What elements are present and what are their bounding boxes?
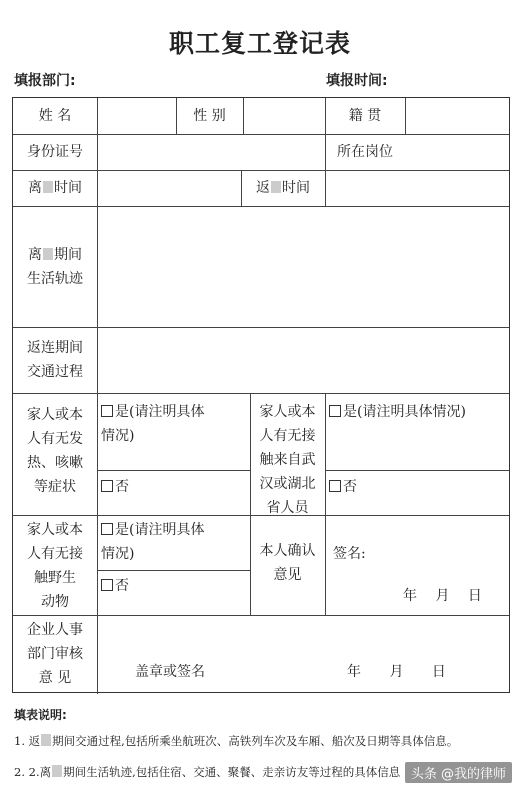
hubei-yes-option[interactable]: 是(请注明具体情况) — [329, 400, 507, 424]
transport-label: 返连期间 交通过程 — [27, 340, 83, 380]
symptom-yes-option[interactable]: 是(请注明具体 情况) — [101, 404, 205, 444]
trajectory-field[interactable] — [99, 208, 507, 325]
watermark: 头条 @我的律师 — [405, 762, 512, 783]
hr-review-label: 企业人事 部门审核 意 见 — [27, 622, 83, 686]
checkbox[interactable] — [101, 579, 113, 591]
signature-date: 年 月 日 — [403, 588, 482, 604]
checkbox[interactable] — [101, 523, 113, 535]
origin-label: 籍 贯 — [348, 108, 382, 124]
id-number-field[interactable] — [99, 135, 323, 169]
wildlife-no-option[interactable]: 否 — [101, 574, 249, 598]
symptom-no-option[interactable]: 否 — [101, 475, 249, 499]
return-time-field[interactable] — [327, 171, 507, 205]
note-2: 2. 2.离 期间生活轨迹,包括住宿、交通、聚餐、走亲访友等过程的具体信息 — [14, 765, 401, 779]
leave-time-field[interactable] — [99, 171, 239, 205]
fill-time-label: 填报时间: — [326, 73, 388, 89]
name-label: 姓 名 — [38, 108, 72, 124]
transport-field[interactable] — [99, 329, 507, 391]
symptom-label: 家人或本 人有无发 热、咳嗽 等症状 — [27, 407, 83, 495]
dept-label: 填报部门: — [14, 73, 76, 89]
checkbox[interactable] — [329, 405, 341, 417]
hubei-contact-label: 家人或本 人有无接 触来自武 汉或湖北 省人员 — [259, 404, 316, 516]
checkbox[interactable] — [101, 480, 113, 492]
name-field[interactable] — [99, 99, 175, 133]
checkbox[interactable] — [329, 480, 341, 492]
gender-field[interactable] — [245, 99, 323, 133]
wildlife-yes-option[interactable]: 是(请注明具体 情况) — [101, 522, 205, 562]
post-field[interactable] — [407, 135, 507, 169]
registration-table — [12, 97, 510, 693]
checkbox[interactable] — [101, 405, 113, 417]
signature-label[interactable]: 签名: — [333, 546, 366, 562]
form-title: 职工复工登记表 — [168, 29, 351, 58]
leave-time-label: 离 时间 — [28, 180, 82, 196]
id-number-label: 身份证号 — [27, 144, 83, 160]
hr-date: 年 月 日 — [347, 664, 446, 680]
note-1: 1. 返 期间交通过程,包括所乘坐航班次、高铁列车次及车厢、船次及日期等具体信息。 — [14, 734, 459, 748]
notes-title: 填表说明: — [14, 708, 67, 722]
wildlife-label: 家人或本 人有无接 触野生 动物 — [27, 522, 83, 610]
confirm-label: 本人确认 意见 — [259, 543, 316, 583]
gender-label: 性 别 — [193, 108, 226, 124]
return-time-label: 返 时间 — [256, 180, 310, 196]
stamp-label[interactable]: 盖章或签名 — [135, 664, 205, 680]
origin-field[interactable] — [407, 99, 507, 133]
hubei-no-option[interactable]: 否 — [329, 475, 507, 499]
trajectory-label: 离 期间 生活轨迹 — [27, 247, 83, 287]
post-label: 所在岗位 — [337, 144, 393, 160]
